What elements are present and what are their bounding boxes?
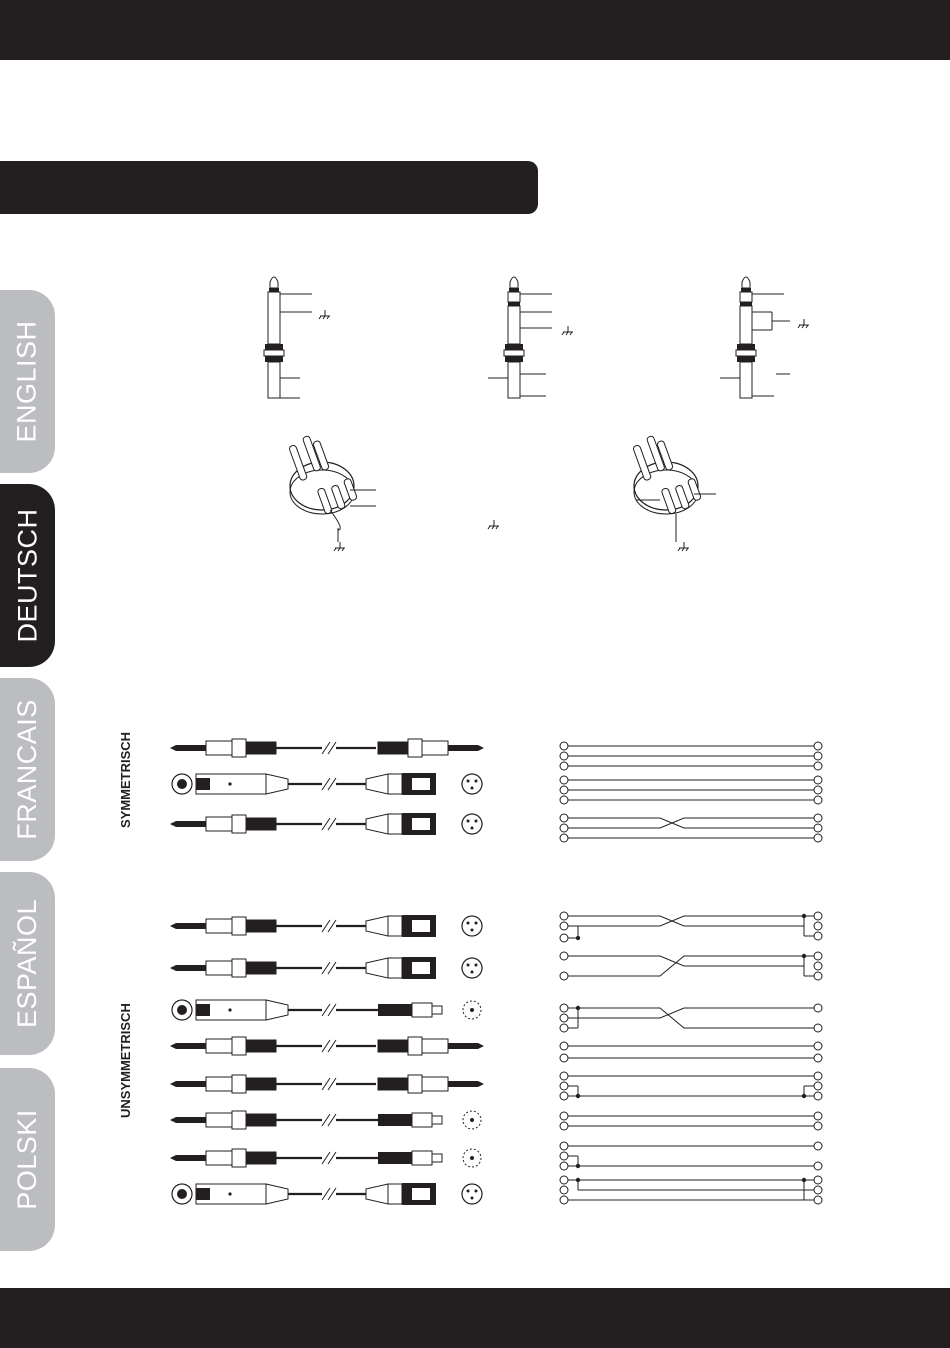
mono-jack-diagram bbox=[264, 277, 330, 398]
xlr-diagram-right bbox=[633, 435, 716, 551]
balanced-section-label: SYMMETRISCH bbox=[118, 731, 133, 828]
tab-polski-label: POLSKI bbox=[12, 1109, 43, 1210]
tab-espanol-label: ESPAÑOL bbox=[12, 898, 42, 1029]
unbalanced-section-label: UNSYMMETRISCH bbox=[118, 1003, 133, 1118]
stereo-jack-bridged-diagram bbox=[720, 277, 809, 398]
tab-deutsch-label: DEUTSCH bbox=[12, 508, 43, 643]
wiring-junctions bbox=[576, 914, 806, 1182]
tab-english-label: ENGLISH bbox=[12, 320, 43, 443]
wiring-schematics bbox=[568, 746, 814, 1200]
stereo-jack-diagram bbox=[488, 277, 573, 398]
wiring-terminals bbox=[560, 742, 822, 1204]
unbalanced-cables bbox=[170, 915, 484, 1205]
tab-francais-label: FRANCAIS bbox=[12, 699, 42, 840]
balanced-cables bbox=[170, 739, 484, 835]
xlr-diagram-left bbox=[289, 435, 499, 551]
